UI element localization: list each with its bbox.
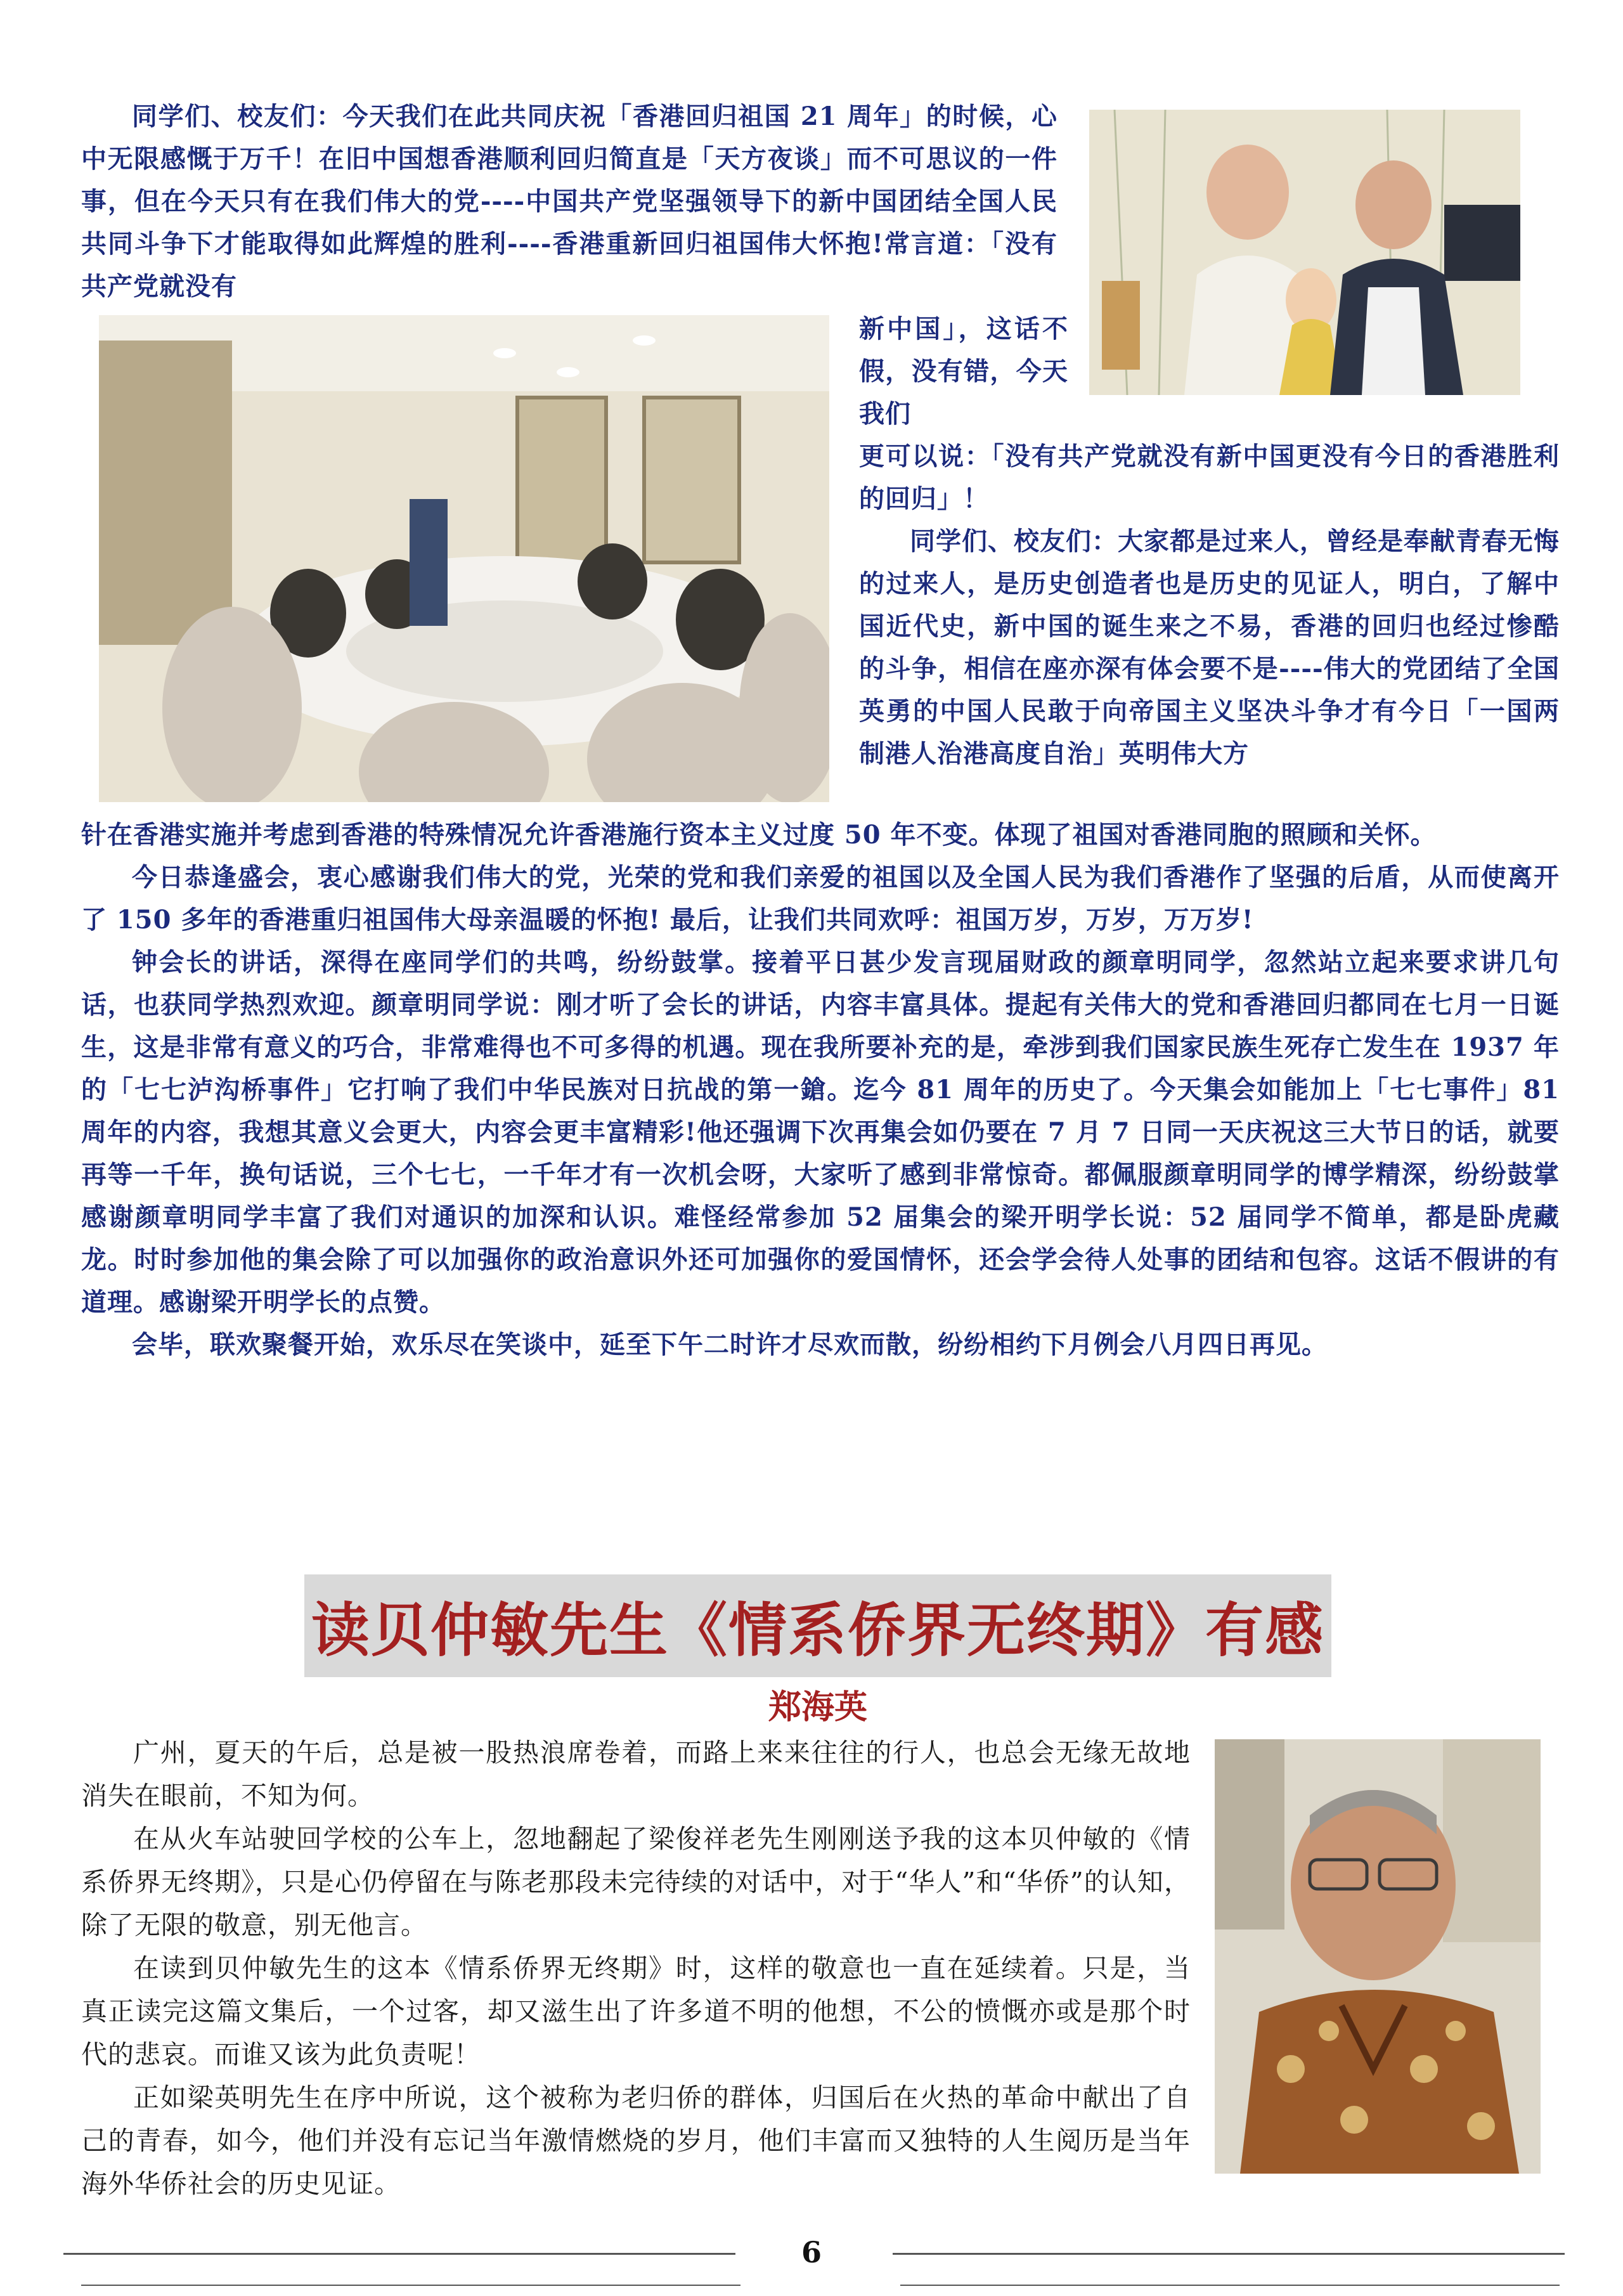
report-paragraph-1-wrap: 新中国」，这话不假，没有错，今天我们 <box>859 314 1068 429</box>
report-paragraph-4: 钟会长的讲话，深得在座同学们的共鸣，纷纷鼓掌。接着平日甚少发言现届财政的颜章明同学，忽然站立起来要求讲几句话，也获同学热烈欢迎。颜章明同学说：刚才听了会长的讲话，内容丰富具体。提起有关伟大的党和香港回归都同在七月一日诞生，这是非常有意义的巧合，非常难得也不可多得的机遇。现在我所要补充的是，牵涉到我们国家民族生死存亡发生在 1937 年的「七七泸沟桥事件」它打响了我们中华民族对日抗战的第一鎗。迄今 81 周年的历史了。今天集会如能加上「七七事件」81 周年的内容，我想其意义会更大，内容会更丰富精彩!他还强调下次再集会如仍要在 7 月 7 日同一天庆祝这三大节日的话，就要再等一千年，换句话说，三个七七，一千年才有一次机会呀，大家听了感到非常惊奇。都佩服颜章明同学的博学精深，纷纷鼓掌感谢颜章明同学丰富了我们对通识的加深和认识。难怪经常参加 52 届集会的梁开明学长说：52 届同学不简单，都是卧虎藏龙。时时参加他的集会除了可以加强你的政治意识外还可加强你的爱国情怀，还会学会待人处事的团结和包容。这话不假讲的有道理。感谢梁开明学长的点赞。 <box>81 947 1560 1317</box>
article-title-banner <box>304 1574 1331 1677</box>
footer-rule-right <box>893 2253 1565 2255</box>
report-paragraph-5: 会毕，联欢聚餐开始，欢乐尽在笑谈中，延至下午二时许才尽欢而散，纷纷相约下月例会八月四日再见。 <box>132 1330 1328 1359</box>
report-paragraph-1: 同学们、校友们：今天我们在此共同庆祝「香港回归祖国 21 周年」的时候，心中无限感慨于万千！在旧中国想香港顺利回归简直是「天方夜谈」而不可思议的一件事，但在今天只有在我们伟大的党----中国共产党坚强领导下的新中国团结全国人民共同斗争下才能取得如此辉煌的胜利----香港重新回归祖国伟大怀抱!常言道：「没有共产党就没有 <box>81 101 1057 301</box>
report-body-full-width <box>81 814 1560 1366</box>
photo-banquet-drawing <box>99 315 829 802</box>
article-body <box>81 1731 1191 2205</box>
report-paragraph-3: 今日恭逢盛会，衷心感谢我们伟大的党，光荣的党和我们亲爱的祖国以及全国人民为我们香港作了坚强的后盾，从而使离开了 150 多年的香港重归祖国伟大母亲温暖的怀抱! 最后，让我们共同欢呼：祖国万岁，万岁，万万岁! <box>81 862 1560 935</box>
page-number: 6 <box>801 2235 822 2269</box>
photo-old-men-drawing <box>1089 110 1520 395</box>
footer-rule-left-2 <box>81 2285 740 2286</box>
article-paragraph-2: 在从火车站驶回学校的公车上，忽地翻起了梁俊祥老先生刚刚送予我的这本贝仲敏的《情系侨界无终期》，只是心仍停留在与陈老那段未完待续的对话中，对于“华人”和“华侨”的认知，除了无限的敬意，别无他言。 <box>81 1824 1191 1940</box>
report-paragraph-2-end: 针在香港实施并考虑到香港的特殊情况允许香港施行资本主义过度 50 年不变。体现了祖国对香港同胞的照顾和关怀。 <box>81 820 1437 850</box>
article-paragraph-4: 正如梁英明先生在序中所说，这个被称为老归侨的群体，归国后在火热的革命中献出了自己的青春，如今，他们并没有忘记当年激情燃烧的岁月，他们丰富而又独特的人生阅历是当年海外华侨社会的历史见证。 <box>81 2082 1191 2199</box>
footer-rule-left <box>63 2253 735 2255</box>
article-title: 读贝仲敏先生《情系侨界无终期》有感 <box>311 1597 1324 1664</box>
article-author: 郑海英 <box>768 1689 867 1727</box>
article-paragraph-1: 广州，夏天的午后，总是被一股热浪席卷着，而路上来来往往的行人，也总会无缘无故地消失在眼前，不知为何。 <box>81 1737 1191 1811</box>
article-paragraph-3: 在读到贝仲敏先生的这本《情系侨界无终期》时，这样的敬意也一直在延续着。只是，当真正读完这篇文集后，一个过客，却又滋生出了许多道不明的他想，不公的愤慨亦或是那个时代的悲哀。而谁又该为此负责呢！ <box>81 1953 1191 2070</box>
footer-rule-right-2 <box>900 2285 1560 2286</box>
photo-elderly-man-portrait <box>1215 1739 1541 2174</box>
photo-two-elderly-men <box>1089 110 1520 395</box>
photo-speaker-drawing <box>1215 1739 1541 2174</box>
report-paragraph-2-wrap: 更可以说：「没有共产党就没有新中国更没有今日的香港胜利的回归」！ 同学们、校友们：大家都是过来人，曾经是奉献青春无悔的过来人，是历史创造者也是历史的见证人，明白，了解中国近代史，新中国的诞生来之不易，香港的回归也经过惨酷的斗争，相信在座亦深有体会要不是----伟大的党团结了全国英勇的中国人民敢于向帝国主义坚决斗争才有今日「一国两制港人治港高度自治」英明伟大方 <box>859 441 1560 769</box>
photo-banquet-gathering <box>99 315 829 802</box>
